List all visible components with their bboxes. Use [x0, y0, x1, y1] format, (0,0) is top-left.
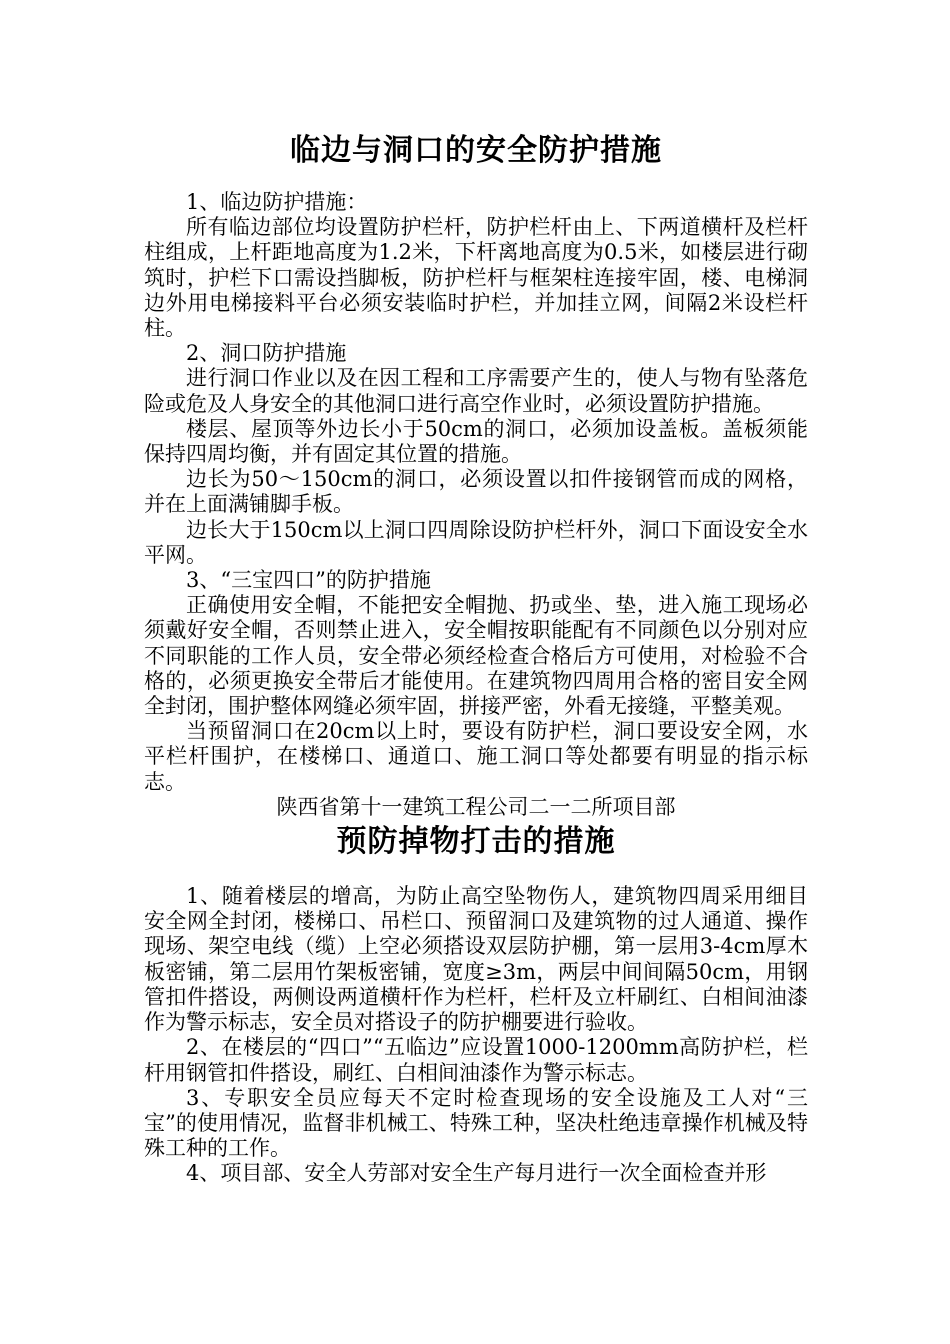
section1-paragraph: 进行洞口作业以及在因工程和工序需要产生的，使人与物有坠落危险或危及人身安全的其他洞口进行高空作业时，必须设置防护措施。 [144, 366, 808, 416]
section1-paragraph: 正确使用安全帽，不能把安全帽抛、扔或坐、垫，进入施工现场必须戴好安全帽，否则禁止进入，安全帽按职能配有不同颜色以分别对应不同职能的工作人员，安全带必须经检查合格后方可使用，对检验不合格的，必须更换安全带后才能使用。在建筑物四周用合格的密目安全网全封闭，围护整体网缝必须牢固，拼接严密，外看无接缝，平整美观。 [144, 593, 808, 719]
section1-paragraph: 所有临边部位均设置防护栏杆，防护栏杆由上、下两道横杆及栏杆柱组成，上杆距地高度为1.2米，下杆离地高度为0.5米，如楼层进行砌筑时，护栏下口需设挡脚板，防护栏杆与框架柱连接牢固，楼、电梯洞边外用电梯接料平台必须安装临时护栏，并加挂立网，间隔2米设栏杆柱。 [144, 215, 808, 341]
section1-paragraph: 边长为50～150cm的洞口，必须设置以扣件接钢管而成的网格，并在上面满铺脚手板。 [144, 467, 808, 517]
section2-paragraph: 4、项目部、安全人劳部对安全生产每月进行一次全面检查并形 [186, 1161, 767, 1186]
section2-title: 预防掉物打击的措施 [336, 824, 616, 860]
document-page [144, 120, 808, 1187]
section1-heading-1: 1、临边防护措施： [186, 190, 368, 214]
section1-paragraph: 当预留洞口在20cm以上时，要设有防护栏，洞口要设安全网，水平栏杆围护，在楼梯口、通道口、施工洞口等处都要有明显的指示标志。 [144, 719, 808, 794]
section1-title: 临边与洞口的安全防护措施 [290, 133, 662, 168]
section1-paragraph: 楼层、屋顶等外边长小于50cm的洞口，必须加设盖板。盖板须能保持四周均衡，并有固定其位置的措施。 [144, 416, 808, 467]
section2-paragraph: 3、专职安全员应每天不定时检查现场的安全设施及工人对“三宝”的使用情况，监督非机械工、特殊工种，坚决杜绝违章操作机械及特殊工种的工作。 [144, 1085, 808, 1161]
section1-paragraph: 边长大于150cm以上洞口四周除设防护栏杆外，洞口下面设安全水平网。 [144, 517, 808, 567]
section2-paragraph: 2、在楼层的“四口”“五临边”应设置1000-1200mm高防护栏，栏杆用钢管扣件搭设，刷红、白相间油漆作为警示标志。 [144, 1035, 808, 1085]
section1-heading-2: 2、洞口防护措施 [186, 341, 347, 366]
section2-paragraph: 1、随着楼层的增高，为防止高空坠物伤人，建筑物四周采用细目安全网全封闭，楼梯口、吊栏口、预留洞口及建筑物的过人通道、操作现场、架空电线（缆）上空必须搭设双层防护棚，第一层用3-4cm厚木板密铺，第二层用竹架板密铺，宽度≥3m，两层中间间隔50cm，用钢管扣件搭设，两侧设两道横杆作为栏杆，栏杆及立杆刷红、白相间油漆作为警示标志，安全员对搭设子的防护棚要进行验收。 [144, 884, 808, 1035]
section1-heading-3: 3、“三宝四口”的防护措施 [186, 568, 431, 593]
section1-signature: 陕西省第十一建筑工程公司二一二所项目部 [276, 794, 676, 819]
